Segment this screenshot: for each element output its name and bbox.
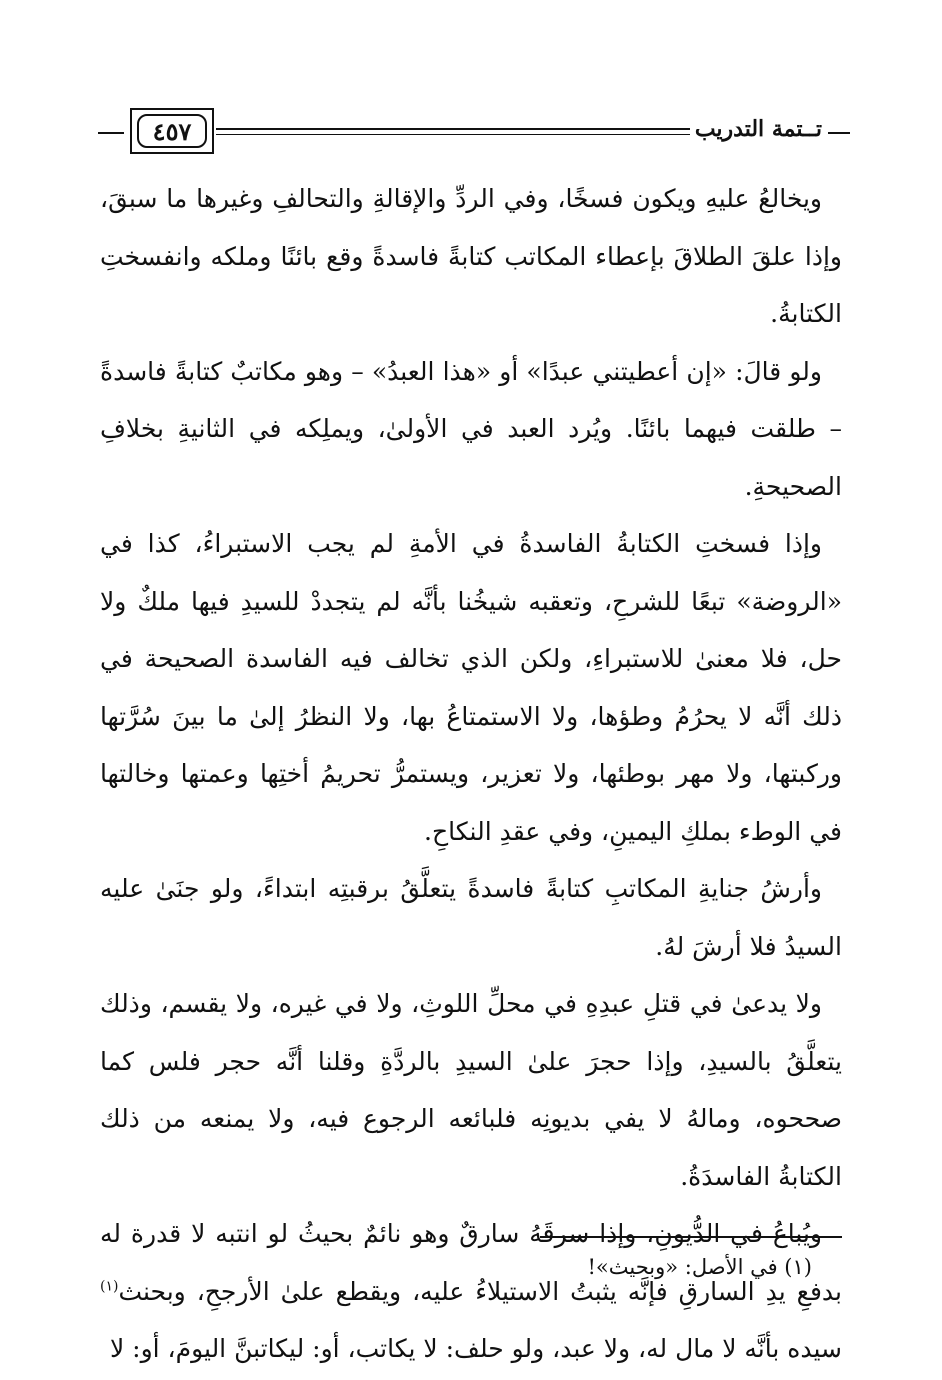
paragraph-4: وأرشُ جنايةِ المكاتبِ كتابةً فاسدةً يتعلَّقُ برقبتِه ابتداءً، ولو جنَىٰ عليه السيدُ فلا أرشَ لهُ.: [100, 874, 842, 961]
header-left-dash: [98, 132, 124, 134]
page-number-frame: [130, 108, 214, 154]
paragraph-3: وإذا فسختِ الكتابةُ الفاسدةُ في الأمةِ لم يجب الاستبراءُ، كذا في «الروضة» تبعًا للشرحِ، وتعقبه شيخُنا بأنَّه لم يتجددْ للسيدِ فيها ملكٌ ولا حل، فلا معنىٰ للاستبراءِ، ولكن الذي تخالف فيه الفاسدة الصحيحة في ذلك أنَّه لا يحرُمُ وطؤها، ولا الاستمتاعُ بها، ولا النظرُ إلىٰ ما بينَ سُرَّتها وركبتها، ولا مهر بوطئها، ولا تعزير، ويستمرُّ تحريمُ أختِها وعمتها وخالتها في الوطء بملكِ اليمينِ، وفي عقدِ النكاحِ.: [100, 529, 842, 846]
paragraph-6-continuation: سيده بأنَّه لا مال له، ولا عبد، ولو حلف: لا يكاتب، أو: ليكاتبنَّ اليومَ، أو: لا: [109, 1334, 842, 1363]
header-title: تــتمة التدريب: [694, 116, 822, 142]
header-rule-top: [216, 128, 690, 130]
paragraph-6-text: ويُباعُ في الدُّيونِ، وإذا سرقَهُ سارقٌ وهو نائمٌ بحيثُ لو انتبه لا قدرة له بدفعِ يدِ السارقِ فإنَّه يثبتُ الاستيلاءُ عليه، ويقطع علىٰ الأرجحِ، وبحنث: [100, 1219, 842, 1306]
main-text: [100, 170, 842, 1378]
footnote-separator: [540, 1236, 842, 1238]
header-right-dash: [828, 132, 850, 134]
paragraph-5: ولا يدعىٰ في قتلِ عبدِهِ في محلِّ اللوثِ، ولا في غيره، ولا يقسم، وذلك يتعلَّقُ بالسيدِ، وإذا حجرَ علىٰ السيدِ بالردَّةِ وقلنا أنَّه حجر فلس كما صححوه، ومالهُ لا يفي بديونِه فلبائعه الرجوع فيه، ولا يمنعه من ذلك الكتابةُ الفاسدَةُ.: [100, 989, 842, 1191]
header-rule-bottom: [216, 134, 690, 135]
page-number: ٤٥٧: [137, 114, 207, 148]
paragraph-1: ويخالعُ عليهِ ويكون فسخًا، وفي الردِّ والإقالةِ والتحالفِ وغيرها ما سبقَ، وإذا علقَ الطلاقَ بإعطاء المكاتب كتابةً فاسدةً وقع بائنًا وملكه وانفسختِ الكتابةُ.: [100, 184, 842, 328]
running-header: [98, 104, 850, 160]
footnote: (١) في الأصل: «وبحيث»!: [587, 1255, 812, 1279]
paragraph-6: [100, 1205, 842, 1378]
paragraph-2: ولو قالَ: «إن أعطيتني عبدًا» أو «هذا العبدُ» – وهو مكاتبٌ كتابةً فاسدةً – طلقت فيهما بائنًا. ويُرد العبد في الأولىٰ، ويملِكه في الثانيةِ بخلافِ الصحيحةِ.: [100, 356, 842, 501]
footnote-marker: (١): [100, 1278, 119, 1295]
